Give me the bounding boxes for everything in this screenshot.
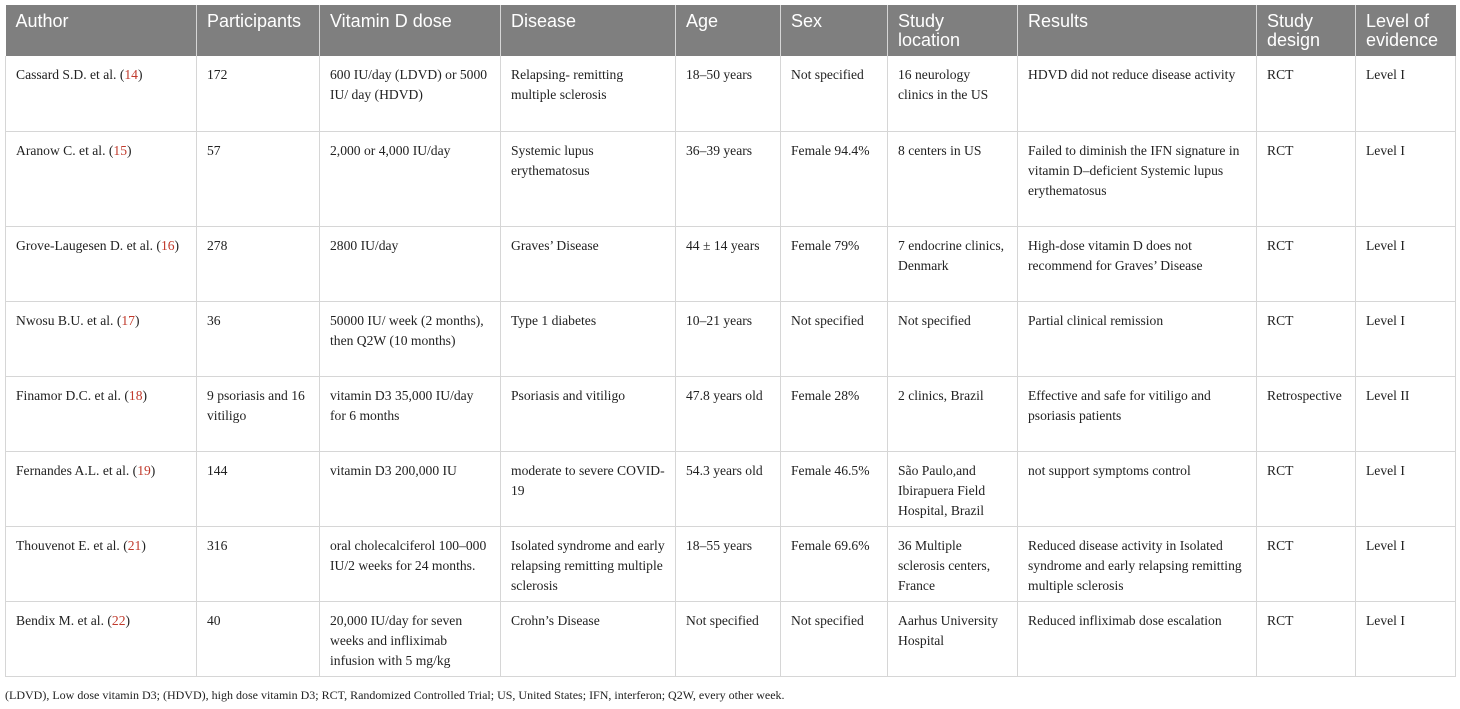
header-study-design: Study design — [1257, 5, 1356, 56]
cell-study-location: 2 clinics, Brazil — [888, 376, 1018, 451]
cell-vitamin-d-dose: 2800 IU/day — [320, 226, 501, 301]
author-name: Bendix M. et al. — [16, 612, 104, 628]
cell-participants: 316 — [197, 526, 320, 601]
cell-vitamin-d-dose: vitamin D3 200,000 IU — [320, 451, 501, 526]
cell-results: Reduced disease activity in Isolated syndrome and early relapsing remitting multiple sclerosis — [1018, 526, 1257, 601]
cell-level-of-evidence: Level I — [1356, 601, 1456, 676]
cell-age: 36–39 years — [676, 131, 781, 226]
cell-results: HDVD did not reduce disease activity — [1018, 56, 1257, 131]
cell-age: 18–55 years — [676, 526, 781, 601]
reference-link[interactable]: 19 — [137, 462, 151, 478]
cell-study-location: Aarhus University Hospital — [888, 601, 1018, 676]
cell-disease: Type 1 diabetes — [501, 301, 676, 376]
cell-author: Aranow C. et al. (15) — [6, 131, 197, 226]
cell-sex: Female 79% — [781, 226, 888, 301]
author-name: Finamor D.C. et al. — [16, 387, 121, 403]
header-level-of-evidence: Level of evidence — [1356, 5, 1456, 56]
cell-study-design: RCT — [1257, 226, 1356, 301]
cell-sex: Not specified — [781, 56, 888, 131]
reference-link[interactable]: 17 — [121, 312, 135, 328]
cell-level-of-evidence: Level I — [1356, 131, 1456, 226]
cell-participants: 57 — [197, 131, 320, 226]
cell-vitamin-d-dose: 20,000 IU/day for seven weeks and infliximab infusion with 5 mg/kg — [320, 601, 501, 676]
table-row — [6, 131, 1456, 226]
table-row — [6, 451, 1456, 526]
cell-level-of-evidence: Level I — [1356, 226, 1456, 301]
cell-author: Bendix M. et al. (22) — [6, 601, 197, 676]
cell-results: Effective and safe for vitiligo and psoriasis patients — [1018, 376, 1257, 451]
cell-disease: Systemic lupus erythematosus — [501, 131, 676, 226]
cell-study-design: Retrospective — [1257, 376, 1356, 451]
cell-results: Partial clinical remission — [1018, 301, 1257, 376]
reference-link[interactable]: 21 — [127, 537, 142, 553]
cell-participants: 278 — [197, 226, 320, 301]
cell-study-design: RCT — [1257, 131, 1356, 226]
cell-vitamin-d-dose: 600 IU/day (LDVD) or 5000 IU/ day (HDVD) — [320, 56, 501, 131]
cell-sex: Female 46.5% — [781, 451, 888, 526]
cell-author: Finamor D.C. et al. (18) — [6, 376, 197, 451]
cell-sex: Not specified — [781, 301, 888, 376]
cell-vitamin-d-dose: 50000 IU/ week (2 months), then Q2W (10 months) — [320, 301, 501, 376]
cell-study-design: RCT — [1257, 301, 1356, 376]
header-author: Author — [6, 5, 197, 56]
cell-disease: Isolated syndrome and early relapsing remitting multiple sclerosis — [501, 526, 676, 601]
cell-author: Fernandes A.L. et al. (19) — [6, 451, 197, 526]
cell-author: Grove-Laugesen D. et al. (16) — [6, 226, 197, 301]
author-name: Aranow C. et al. — [16, 142, 106, 158]
cell-disease: Relapsing- remitting multiple sclerosis — [501, 56, 676, 131]
reference-link[interactable]: 14 — [124, 67, 138, 82]
header-vitamin-d-dose: Vitamin D dose — [320, 5, 501, 56]
cell-level-of-evidence: Level I — [1356, 56, 1456, 131]
cell-level-of-evidence: Level I — [1356, 451, 1456, 526]
table-row — [6, 601, 1456, 676]
cell-participants: 172 — [197, 56, 320, 131]
cell-age: 44 ± 14 years — [676, 226, 781, 301]
cell-study-location: 36 Multiple sclerosis centers, France — [888, 526, 1018, 601]
cell-sex: Female 69.6% — [781, 526, 888, 601]
reference-link[interactable]: 15 — [113, 142, 127, 158]
cell-author: Thouvenot E. et al. (21) — [6, 526, 197, 601]
cell-disease: Psoriasis and vitiligo — [501, 376, 676, 451]
cell-study-design: RCT — [1257, 601, 1356, 676]
header-results: Results — [1018, 5, 1257, 56]
cell-disease: Crohn’s Disease — [501, 601, 676, 676]
cell-age: Not specified — [676, 601, 781, 676]
table-row — [6, 226, 1456, 301]
cell-study-location: 8 centers in US — [888, 131, 1018, 226]
cell-author: Nwosu B.U. et al. (17) — [6, 301, 197, 376]
cell-sex: Female 94.4% — [781, 131, 888, 226]
cell-study-design: RCT — [1257, 56, 1356, 131]
cell-vitamin-d-dose: 2,000 or 4,000 IU/day — [320, 131, 501, 226]
cell-results: Reduced infliximab dose escalation — [1018, 601, 1257, 676]
table-header-row — [6, 5, 1456, 56]
cell-age: 10–21 years — [676, 301, 781, 376]
cell-vitamin-d-dose: vitamin D3 35,000 IU/day for 6 months — [320, 376, 501, 451]
vitamin-d-studies-table — [5, 5, 1456, 677]
cell-level-of-evidence: Level II — [1356, 376, 1456, 451]
reference-link[interactable]: 22 — [111, 612, 126, 628]
cell-author: Cassard S.D. et al. (14) — [6, 56, 197, 131]
cell-sex: Not specified — [781, 601, 888, 676]
cell-results: High-dose vitamin D does not recommend for Graves’ Disease — [1018, 226, 1257, 301]
author-name: Thouvenot E. et al. — [16, 537, 120, 553]
cell-results: Failed to diminish the IFN signature in vitamin D–deficient Systemic lupus erythematosus — [1018, 131, 1257, 226]
table-footnote: (LDVD), Low dose vitamin D3; (HDVD), high dose vitamin D3; RCT, Randomized Controlled Trial; US, United States; IFN, interferon; Q2W, every other week. — [5, 688, 785, 702]
cell-vitamin-d-dose: oral cholecalciferol 100–000 IU/2 weeks for 24 months. — [320, 526, 501, 601]
table-row — [6, 376, 1456, 451]
cell-disease: moderate to severe COVID-19 — [501, 451, 676, 526]
cell-participants: 40 — [197, 601, 320, 676]
header-sex: Sex — [781, 5, 888, 56]
study-table-container — [5, 5, 1455, 677]
header-age: Age — [676, 5, 781, 56]
cell-level-of-evidence: Level I — [1356, 526, 1456, 601]
author-name: Fernandes A.L. et al. — [16, 462, 130, 478]
author-name: Grove-Laugesen D. et al. — [16, 237, 154, 253]
cell-level-of-evidence: Level I — [1356, 301, 1456, 376]
cell-study-design: RCT — [1257, 451, 1356, 526]
header-study-location: Study location — [888, 5, 1018, 56]
cell-study-location: São Paulo,and Ibirapuera Field Hospital, Brazil — [888, 451, 1018, 526]
table-row — [6, 526, 1456, 601]
cell-study-location: 16 neurology clinics in the US — [888, 56, 1018, 131]
reference-link[interactable]: 18 — [128, 387, 143, 403]
cell-participants: 9 psoriasis and 16 vitiligo — [197, 376, 320, 451]
cell-age: 54.3 years old — [676, 451, 781, 526]
cell-disease: Graves’ Disease — [501, 226, 676, 301]
cell-participants: 36 — [197, 301, 320, 376]
reference-link[interactable]: 16 — [160, 237, 175, 253]
cell-study-location: 7 endocrine clinics, Denmark — [888, 226, 1018, 301]
table-row — [6, 301, 1456, 376]
cell-results: not support symptoms control — [1018, 451, 1257, 526]
cell-study-design: RCT — [1257, 526, 1356, 601]
cell-age: 47.8 years old — [676, 376, 781, 451]
table-row — [6, 56, 1456, 131]
header-participants: Participants — [197, 5, 320, 56]
author-name: Nwosu B.U. et al. — [16, 312, 114, 328]
cell-sex: Female 28% — [781, 376, 888, 451]
cell-participants: 144 — [197, 451, 320, 526]
author-name: Cassard S.D. et al. — [16, 67, 117, 82]
cell-study-location: Not specified — [888, 301, 1018, 376]
header-disease: Disease — [501, 5, 676, 56]
cell-age: 18–50 years — [676, 56, 781, 131]
